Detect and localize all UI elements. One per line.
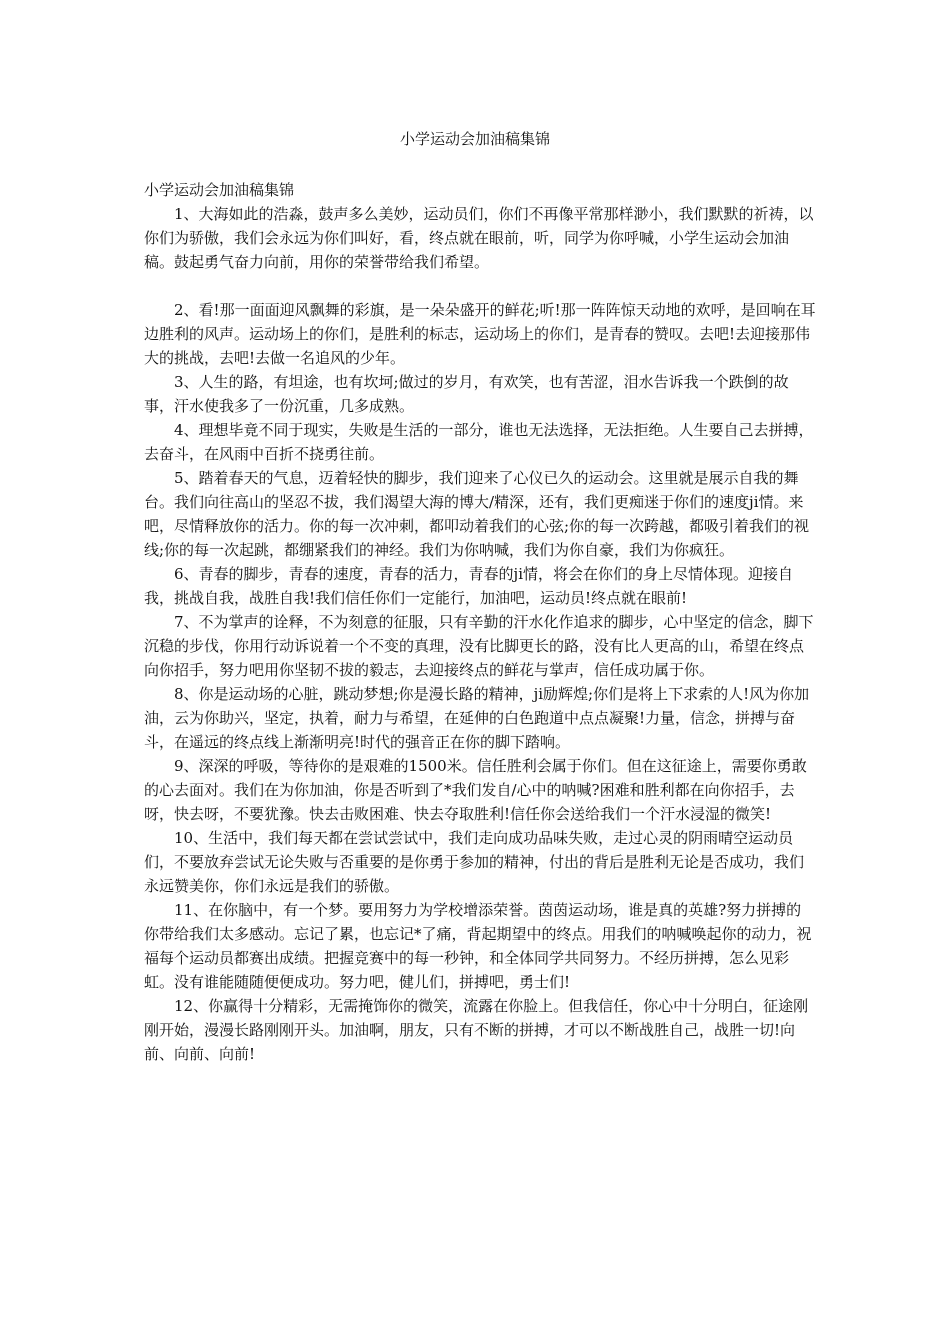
paragraph-1: 1、大海如此的浩淼，鼓声多么美妙，运动员们，你们不再像平常那样渺小，我们默默的祈祷，以你们为骄傲，我们会永远为你们叫好，看，终点就在眼前，听，同学为你呼喊，小学生运动会加油稿。鼓起勇气奋力向前，用你的荣誉带给我们希望。	[144, 205, 814, 271]
paragraph-9: 9、深深的呼吸，等待你的是艰难的1500米。信任胜利会属于你们。但在这征途上，需要你勇敢的心去面对。我们在为你加油，你是否听到了*我们发自/心中的呐喊?困难和胜利都在向你招手，去呀，快去呀，不要犹豫。快去击败困难、快去夺取胜利!信任你会送给我们一个汗水浸湿的微笑!	[144, 757, 807, 823]
paragraph-8: 8、你是运动场的心脏，跳动梦想;你是漫长路的精神，ji励辉煌;你们是将上下求索的人!风为你加油，云为你助兴，坚定，执着，耐力与希望，在延伸的白色跑道中点点凝聚!力量，信念，拼搏与奋斗，在遥远的终点线上渐渐明亮!时代的强音正在你的脚下踏响。	[144, 685, 810, 751]
paragraph-2: 2、看!那一面面迎风飘舞的彩旗，是一朵朵盛开的鲜花;听!那一阵阵惊天动地的欢呼，是回响在耳边胜利的风声。运动场上的你们，是胜利的标志，运动场上的你们，是青春的赞叹。去吧!去迎接那伟大的挑战，去吧!去做一名追风的少年。	[144, 301, 816, 367]
paragraph-3: 3、人生的路，有坦途，也有坎坷;做过的岁月，有欢笑，也有苦涩，泪水告诉我一个跌倒的故事，汗水使我多了一份沉重，几多成熟。	[144, 373, 789, 415]
paragraph-11: 11、在你脑中，有一个梦。要用努力为学校增添荣誉。茵茵运动场，谁是真的英雄?努力拼搏的你带给我们太多感动。忘记了累，也忘记*了痛，背起期望中的终点。用我们的呐喊唤起你的动力，祝福每个运动员都赛出成绩。把握竞赛中的每一秒钟，和全体同学共同努力。不经历拼搏，怎么见彩虹。没有谁能随随便便成功。努力吧，健儿们，拼搏吧，勇士们!	[144, 901, 812, 991]
document-subtitle: 小学运动会加油稿集锦	[144, 181, 295, 199]
paragraph-12: 12、你赢得十分精彩，无需掩饰你的微笑，流露在你脸上。但我信任，你心中十分明白，征途刚刚开始，漫漫长路刚刚开头。加油啊，朋友，只有不断的拼搏，才可以不断战胜自己，战胜一切!向前、向前、向前!	[144, 997, 809, 1063]
document-body	[144, 178, 816, 1066]
paragraph-7: 7、不为掌声的诠释，不为刻意的征服，只有辛勤的汗水化作追求的脚步，心中坚定的信念，脚下沉稳的步伐，你用行动诉说着一个不变的真理，没有比脚更长的路，没有比人更高的山，希望在终点向你招手，努力吧用你坚韧不拔的毅志，去迎接终点的鲜花与掌声，信任成功属于你。	[144, 613, 814, 679]
page-title: 小学运动会加油稿集锦	[399, 130, 550, 148]
paragraph-10: 10、生活中，我们每天都在尝试尝试中，我们走向成功品味失败，走过心灵的阴雨晴空运动员们，不要放弃尝试无论失败与否重要的是你勇于参加的精神，付出的背后是胜利无论是否成功，我们永远赞美你，你们永远是我们的骄傲。	[144, 829, 805, 895]
paragraph-6: 6、青春的脚步，青春的速度，青春的活力，青春的ji情，将会在你们的身上尽情体现。迎接自我，挑战自我，战胜自我!我们信任你们一定能行，加油吧，运动员!终点就在眼前!	[144, 565, 793, 607]
paragraph-4: 4、理想毕竟不同于现实，失败是生活的一部分，谁也无法选择，无法拒绝。人生要自己去拼搏，去奋斗，在风雨中百折不挠勇往前。	[144, 421, 814, 463]
paragraph-5: 5、踏着春天的气息，迈着轻快的脚步，我们迎来了心仪已久的运动会。这里就是展示自我的舞台。我们向往高山的坚忍不拔，我们渴望大海的博大/精深，还有，我们更痴迷于你们的速度ji情。来吧，尽情释放你的活力。你的每一次冲刺，都叩动着我们的心弦;你的每一次跨越，都吸引着我们的视线;你的每一次起跳，都绷紧我们的神经。我们为你呐喊，我们为你自豪，我们为你疯狂。	[144, 469, 810, 559]
